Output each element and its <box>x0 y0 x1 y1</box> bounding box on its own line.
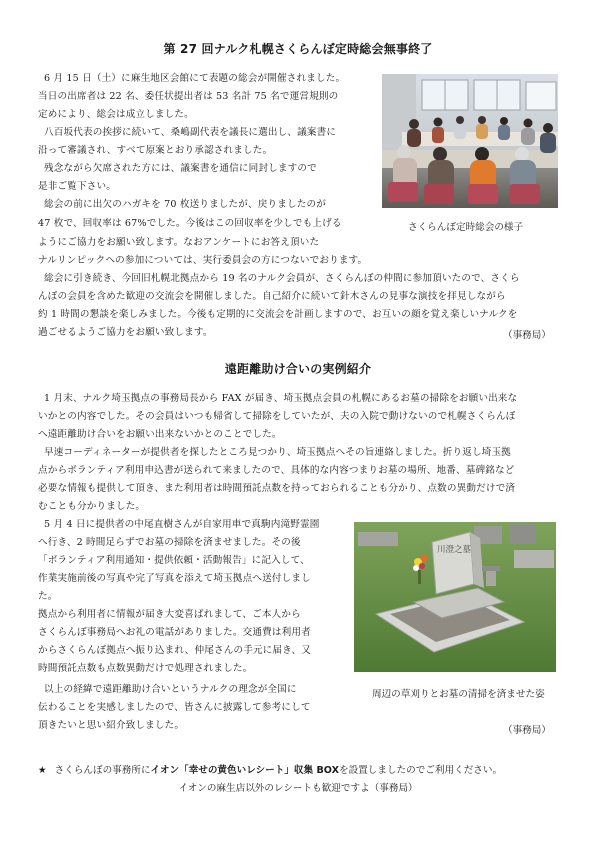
notice-suffix: を設置しましたのでご利用ください。 <box>338 765 503 776</box>
article2-title: 遠距離助け合いの実例紹介 <box>224 362 372 376</box>
article2-line: た。 <box>38 591 58 602</box>
article1-line: 47 枚で、回収率は 67%でした。今後はこの回収率を少しでも上げる <box>38 218 342 229</box>
article2-line: 5 月 4 日に提供者の中尾直樹さんが自家用車で真駒内滝野霊園 <box>44 519 320 530</box>
article1-line: 約 1 時間の懇談を楽しみました。今後も定期的に交流会を計画しますので、お互いの顔を覚え楽しいナルクを <box>38 309 518 320</box>
article2-line: 必要な情報も提供して頂き、また利用者は時間預託点数を持っておられることも分かり、点数の異動だけで済 <box>38 483 516 494</box>
article2-line: 「ボランティア利用通知・提供依頼・活動報告」に記入して、 <box>38 555 310 566</box>
article2-line: 早速コーディネーターが提供者を探したところ見つかり、埼玉拠点へその旨連絡しました。折り返し埼玉拠 <box>44 447 511 458</box>
article2-line: 時間預託点数も点数異動だけで処理されました。 <box>38 663 253 674</box>
article2-line: へ遠距離助け合いをお願い出来ないかとのことでした。 <box>38 429 282 440</box>
article1-line: ナルリンピックへの参加については、実行委員会の方につないでおります。 <box>38 255 368 266</box>
grave-photo-caption: 周辺の草刈りとお墓の清掃を済ませた姿 <box>372 689 545 700</box>
meeting-photo <box>382 74 558 208</box>
article2-line: 以上の経緯で遠距離助け合いというナルクの理念が全国に <box>44 684 297 695</box>
article1-title: 第 27 回ナルク札幌さくらんぼ定時総会無事終了 <box>163 42 433 56</box>
article1-line: 総会の前に出欠のハガキを 70 枚送りましたが、戻りましたのが <box>44 199 326 210</box>
notice-highlight: イオン「幸せの黄色いレシート」収集 BOX <box>150 765 339 776</box>
article2-line: 作業実施前後の写真や完了写真を添えて埼玉拠点へ送付しまし <box>38 573 311 584</box>
article2-signature: （事務局） <box>503 725 551 736</box>
article1-line: 総会に引き続き、今回旧札幌北拠点から 19 名のナルク会員が、さくらんぼの仲間に参加頂いたので、さくら <box>44 273 520 284</box>
grave-photo-image <box>354 522 556 672</box>
article1-line: 定めにより、総会は成立しました。 <box>38 109 194 120</box>
notice-line <box>38 762 502 776</box>
article1-line: ようにご協力をお願い致します。なおアンケートにお答え頂いた <box>38 237 320 248</box>
article2-line: 拠点から利用者に情報が届き大変喜ばれまして、ご本人から <box>38 609 301 620</box>
article2-line: 1 月末、ナルク埼玉拠点の事務局長から FAX が届き、埼玉拠点会員の札幌にあるお墓の掃除をお願い出来な <box>44 393 518 404</box>
article1-line: 沿って審議され、すべて原案とおり承認されました。 <box>38 145 273 156</box>
article1-line: 当日の出席者は 22 名、委任状提出者は 53 名計 75 名で運営規則の <box>38 91 339 102</box>
article1-line: 過ごせるようご協力をお願い致します。 <box>38 327 213 338</box>
article2-line: 点からボランティア利用申込書が送られて来ましたので、具体的な内容つまりお墓の場所、地番、墓碑銘など <box>38 465 515 476</box>
notice-footnote: イオンの麻生店以外のレシートも歓迎ですよ（事務局） <box>178 783 418 794</box>
article1-line: 八百坂代表の挨拶に続いて、桑嶋副代表を議長に選出し、議案書に <box>44 127 337 138</box>
article2-line: へ行き、2 時間足らずでお墓の掃除を済ませました。その後 <box>38 537 301 548</box>
notice-prefix: さくらんぼの事務所に <box>54 765 151 776</box>
gravestone-inscription: 川澄之墓 <box>436 545 472 555</box>
star-icon: ★ <box>38 765 47 776</box>
article1-line: 是非ご覧下さい。 <box>38 181 116 192</box>
meeting-photo-caption: さくらんぼ定時総会の様子 <box>408 222 524 233</box>
article2-line: むことも分かりました。 <box>38 501 146 512</box>
meeting-photo-image <box>382 74 558 208</box>
article2-line: いかとの内容でした。その会員はいつも帰省して掃除をしていたが、夫の入院で動けないので札幌さくらんぼ <box>38 411 516 422</box>
article1-line: 6 月 15 日（土）に麻生地区会館にて表題の総会が開催されました。 <box>44 73 346 84</box>
article2-line: さくらんぼ事務局へお礼の電話がありました。交通費は利用者 <box>38 627 311 638</box>
article2-line: 頂きたいと思い紹介致しました。 <box>38 720 185 731</box>
article1-signature: （事務局） <box>503 330 551 341</box>
article1-line: んぼの会員を含めた歓迎の交流会を開催しました。自己紹介に続いて針木さんの見事な演技を拝見しながら <box>38 291 506 302</box>
article1-line: 残念ながら欠席された方には、議案書を通信に同封しますので <box>44 163 317 174</box>
article2-line: からさくらんぼ拠点へ振り込まれ、仲尾さんの手元に届き、又 <box>38 645 312 656</box>
grave-photo <box>354 522 556 672</box>
article2-line: 伝わることを実感しましたので、皆さんに披露して参考にして <box>38 702 311 713</box>
